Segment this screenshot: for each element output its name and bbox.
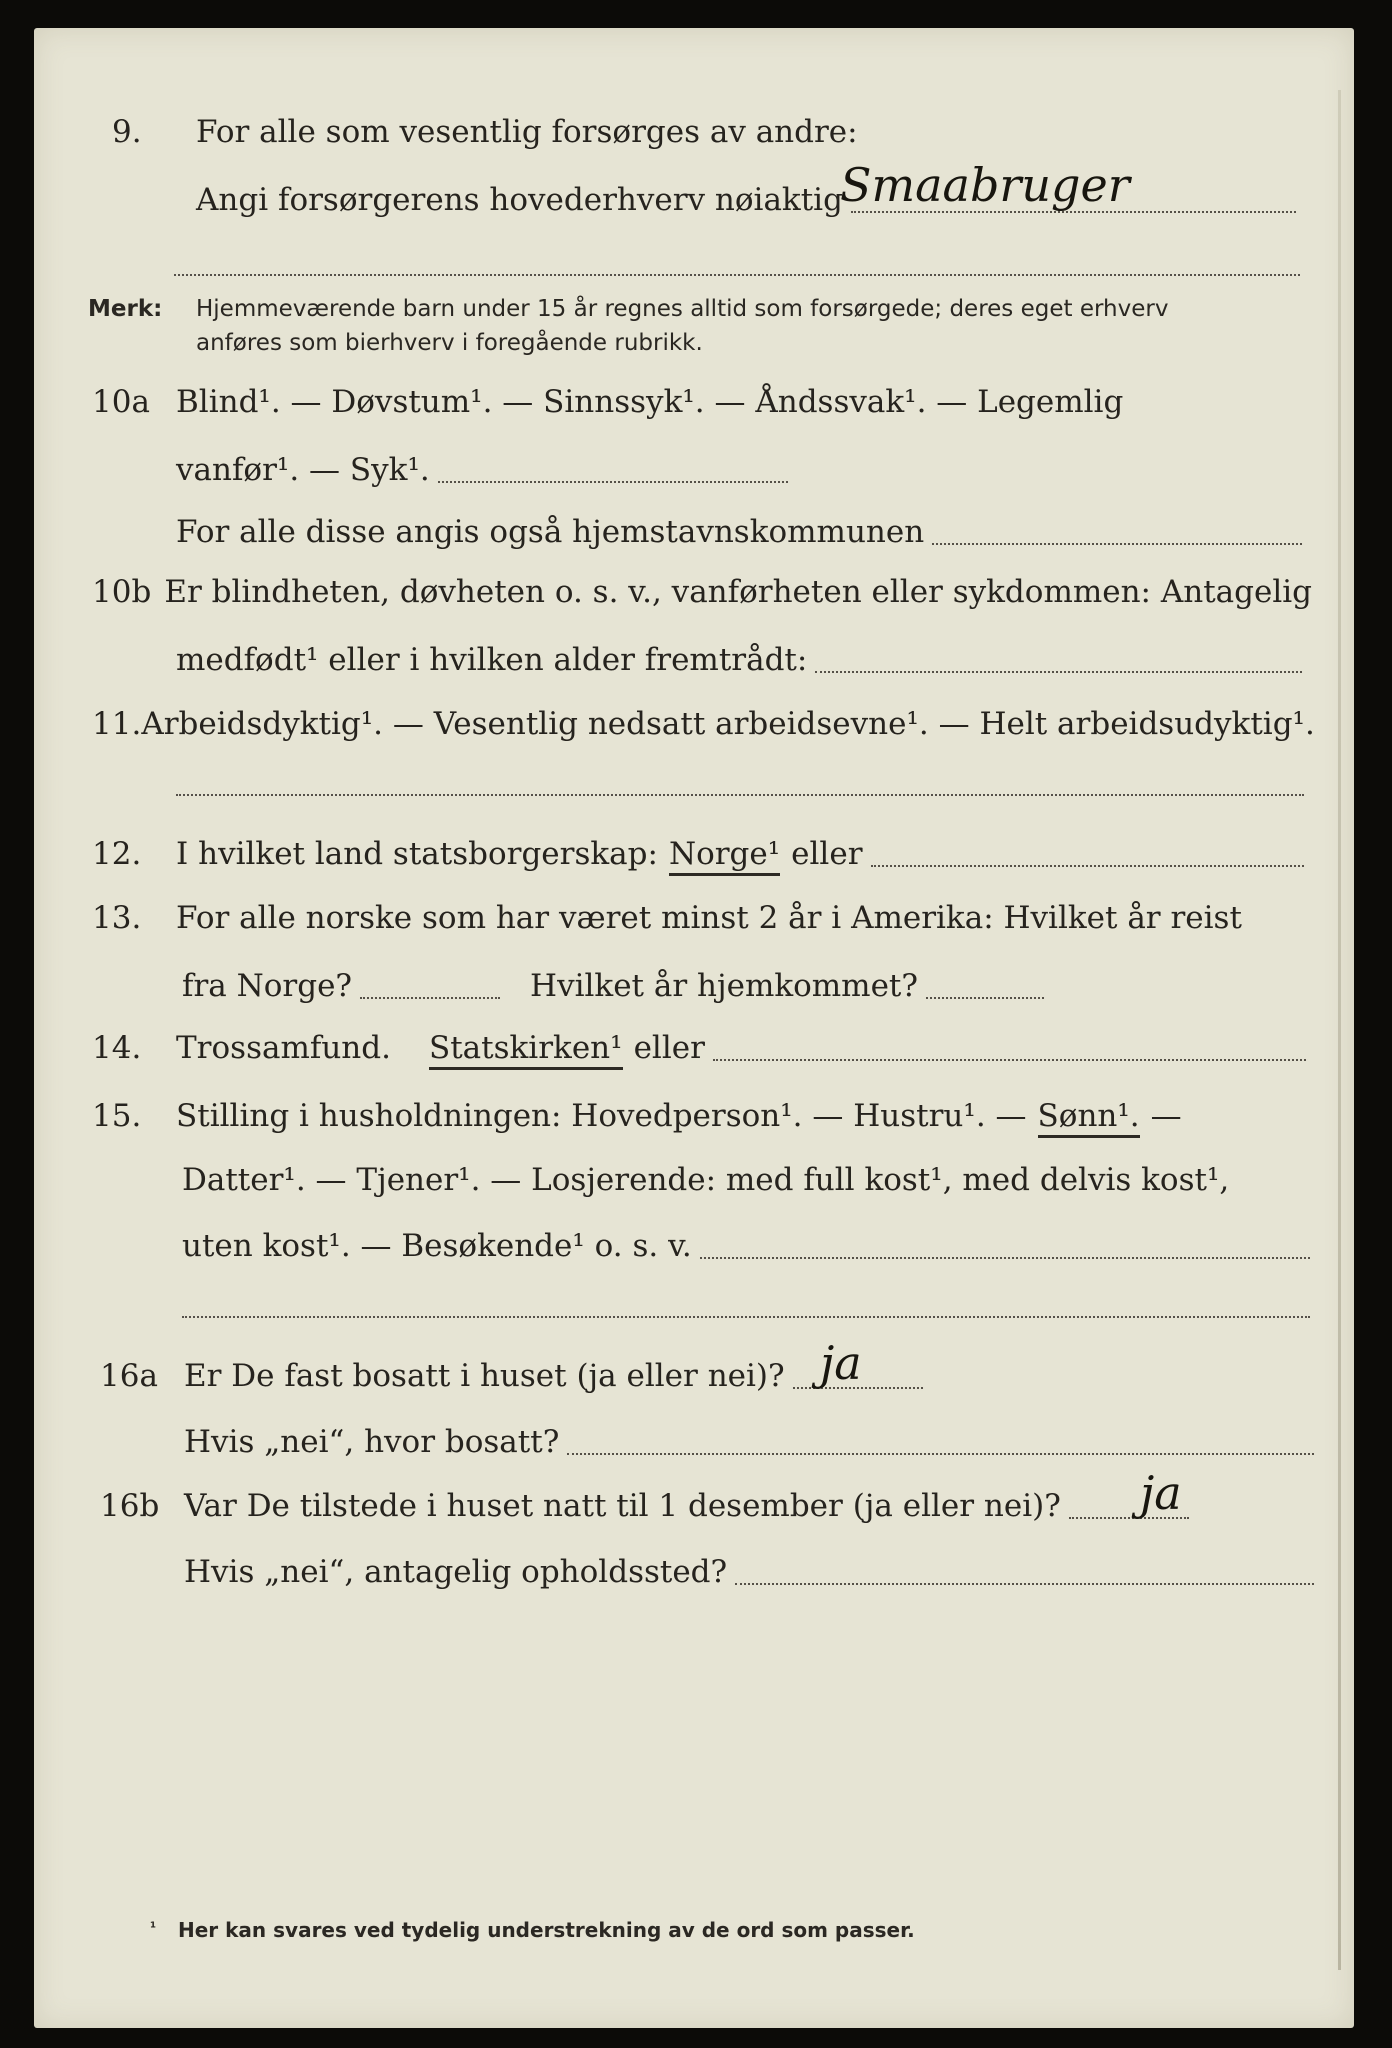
- q9-text-line1: For alle som vesentlig forsørges av andre:: [196, 114, 858, 150]
- q12-underlined-answer: Norge¹: [669, 836, 780, 876]
- q13-line2: [182, 968, 1044, 1008]
- q10a-syk-answer-line: [438, 480, 788, 483]
- q13-number: 13.: [92, 900, 142, 936]
- q10a-text-line3: For alle disse angis også hjemstavnskommunen: [176, 514, 925, 550]
- q16a-handwritten-answer: ja: [820, 1336, 862, 1390]
- merk-label: Merk:: [88, 296, 163, 322]
- q15-text-line1-prefix: Stilling i husholdningen: Hovedperson¹. — Hustru¹. —: [176, 1098, 1027, 1134]
- q12-prefix: I hvilket land statsborgerskap:: [176, 836, 658, 872]
- q10b-text-line1: Er blindheten, døvheten o. s. v., vanførheten eller sykdommen: Antagelig: [164, 574, 1312, 610]
- q16a-text-line2: Hvis „nei“, hvor bosatt?: [184, 1424, 560, 1460]
- q16a-number: 16a: [100, 1358, 158, 1394]
- q11-number: 11.: [92, 706, 142, 742]
- q15-answer-line: [700, 1256, 1310, 1259]
- q12-answer-line: [871, 864, 1304, 867]
- q10a-line1: [92, 384, 1312, 424]
- q10a-kommune-answer-line: [932, 542, 1302, 545]
- q9-blank-line: [174, 274, 1300, 276]
- q9-handwritten-answer: Smaabruger: [840, 158, 1130, 212]
- q16b-opholdssted-answer-line: [735, 1582, 1314, 1585]
- q13-text-line2b: Hvilket år hjemkommet?: [530, 968, 919, 1004]
- q10a-line2: [176, 452, 788, 492]
- q14-answer-line: [713, 1058, 1306, 1061]
- q11-text-line1: Arbeidsdyktig¹. — Vesentlig nedsatt arbeidsevne¹. — Helt arbeidsudyktig¹.: [141, 706, 1315, 742]
- q10b-number: 10b: [92, 574, 152, 610]
- q15-text-line2: Datter¹. — Tjener¹. — Losjerende: med full kost¹, med delvis kost¹,: [182, 1162, 1230, 1198]
- footnote-mark: ¹: [150, 1920, 157, 1936]
- q16b-number: 16b: [100, 1488, 160, 1524]
- q13-reist-answer-line: [360, 996, 500, 999]
- page-fold: [1338, 90, 1341, 1970]
- merk-text-line1: Hjemmeværende barn under 15 år regnes alltid som forsørgede; deres eget erhverv: [196, 296, 1169, 322]
- q12-suffix: eller: [791, 836, 863, 872]
- q13-line1: [92, 900, 1312, 940]
- q12-line: [92, 836, 1304, 876]
- q13-text-line2a: fra Norge?: [182, 968, 353, 1004]
- q15-line2: [182, 1162, 1312, 1202]
- q15-text-line3: uten kost¹. — Besøkende¹ o. s. v.: [182, 1228, 692, 1264]
- q16a-text-line1: Er De fast bosatt i huset (ja eller nei)?: [184, 1358, 785, 1394]
- q10b-line2: [176, 642, 1302, 682]
- q15-line3: [182, 1228, 1310, 1268]
- q10a-text-line1: Blind¹. — Døvstum¹. — Sinnssyk¹. — Åndssvak¹. — Legemlig: [176, 384, 1124, 420]
- q10b-line1: [92, 574, 1312, 614]
- q16b-line1: [100, 1488, 1280, 1528]
- q14-line: [92, 1030, 1306, 1070]
- q10a-line3: [176, 514, 1302, 554]
- q13-text-line1: For alle norske som har været minst 2 år i Amerika: Hvilket år reist: [176, 900, 1242, 936]
- q11-blank-line: [176, 794, 1304, 796]
- q9-text-line2: Angi forsørgerens hovederhverv nøiaktig: [196, 182, 843, 218]
- q14-underlined-answer: Statskirken¹: [429, 1030, 623, 1070]
- q10b-text-line2: medfødt¹ eller i hvilken alder fremtrådt:: [176, 642, 808, 678]
- q13-hjemkommet-answer-line: [926, 996, 1044, 999]
- census-form-page: [34, 28, 1354, 2028]
- q11-line1: [92, 706, 1315, 746]
- q15-underlined-answer: Sønn¹.: [1038, 1098, 1140, 1138]
- q15-blank-line: [182, 1316, 1310, 1318]
- q15-line1: [92, 1098, 1312, 1138]
- q10b-answer-line: [815, 670, 1302, 673]
- q16a-bosatt-answer-line: [567, 1452, 1314, 1455]
- q16b-text-line1: Var De tilstede i huset natt til 1 desember (ja eller nei)?: [184, 1488, 1061, 1524]
- q16a-line1: [100, 1358, 1000, 1398]
- q15-text-line1-suffix: —: [1150, 1098, 1182, 1134]
- q16b-line2: [184, 1554, 1314, 1594]
- q15-number: 15.: [92, 1098, 142, 1134]
- q9-number: 9.: [112, 114, 142, 150]
- q16b-handwritten-answer: ja: [1140, 1466, 1182, 1520]
- q9-line1: [112, 114, 872, 154]
- q14-suffix: eller: [633, 1030, 705, 1066]
- footnote-text: Her kan svares ved tydelig understrekning av de ord som passer.: [178, 1918, 915, 1942]
- q14-number: 14.: [92, 1030, 142, 1066]
- q16a-line2: [184, 1424, 1314, 1464]
- q14-prefix: Trossamfund.: [176, 1030, 391, 1066]
- q12-number: 12.: [92, 836, 142, 872]
- q16b-text-line2: Hvis „nei“, antagelig opholdssted?: [184, 1554, 728, 1590]
- q10a-number: 10a: [92, 384, 150, 420]
- q10a-text-line2: vanfør¹. — Syk¹.: [176, 452, 430, 488]
- merk-text-line2: anføres som bierhverv i foregående rubrikk.: [196, 330, 703, 356]
- q9-line2: [196, 182, 1296, 222]
